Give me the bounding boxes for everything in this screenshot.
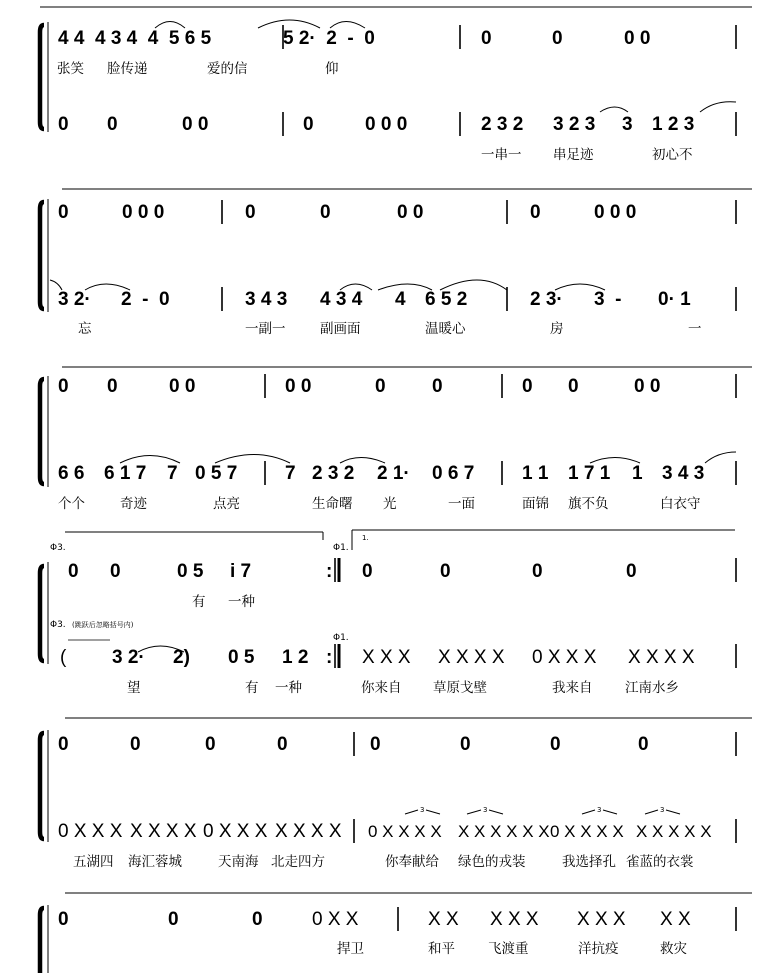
measure-notes: 0 bbox=[362, 561, 373, 582]
measure-notes: ( bbox=[60, 647, 67, 668]
measure-notes: X X X bbox=[577, 909, 626, 930]
measure-notes: 0 X X X bbox=[203, 821, 268, 842]
measure-notes: 4 bbox=[395, 289, 406, 310]
measure-notes: 3 - bbox=[594, 289, 622, 310]
system-1 bbox=[40, 7, 752, 163]
measure-notes: 0 bbox=[530, 202, 541, 223]
measure-notes: 4 4 4 3 4 4 5 6 5 bbox=[58, 28, 212, 49]
measure-notes: 0 5 7 bbox=[195, 463, 238, 484]
measure-notes: 0 bbox=[370, 734, 381, 755]
measure-notes: 0 bbox=[568, 376, 579, 397]
measure-notes: 0 0 0 bbox=[365, 114, 408, 135]
measure-notes: 0 bbox=[626, 561, 637, 582]
measure-notes: 0 bbox=[522, 376, 533, 397]
lyric: 你来自 bbox=[361, 680, 402, 696]
lyric: 和平 bbox=[428, 941, 455, 957]
lyric: 爱的信 bbox=[207, 61, 248, 77]
measure-notes: 0 0 0 bbox=[594, 202, 637, 223]
lyric: 旗不负 bbox=[568, 496, 609, 512]
measure-notes: 0 X X X X bbox=[368, 822, 442, 841]
lyric: 白衣守 bbox=[660, 496, 701, 512]
measure-notes: X X X X bbox=[130, 821, 197, 842]
measure-notes: 0 bbox=[58, 376, 69, 397]
measure-notes: 2 - 0 bbox=[121, 289, 170, 310]
measure-notes: 0 bbox=[107, 376, 118, 397]
lyric: 脸传递 bbox=[107, 61, 148, 77]
lyric: 北走四方 bbox=[271, 854, 325, 870]
measure-notes: 0 X X bbox=[312, 909, 359, 930]
measure-notes: 3 bbox=[622, 114, 633, 135]
measure-notes: 1 2 3 bbox=[652, 114, 695, 135]
lyric: 个个 bbox=[58, 496, 85, 512]
measure-notes: 0 5 bbox=[177, 561, 204, 582]
measure-notes: X X bbox=[428, 909, 459, 930]
measure-notes: 4 3 4 bbox=[320, 289, 363, 310]
measure-notes: 0 0 bbox=[397, 202, 424, 223]
measure-notes: 0 0 bbox=[634, 376, 661, 397]
measure-notes: 2 1· bbox=[377, 463, 410, 484]
measure-notes: 0 bbox=[320, 202, 331, 223]
measure-notes: X X X X X X bbox=[458, 822, 550, 841]
measure-notes: 0 bbox=[277, 734, 288, 755]
measure-notes: X X X X X bbox=[636, 822, 712, 841]
measure-notes: 0 bbox=[205, 734, 216, 755]
measure-notes: 2) bbox=[173, 647, 190, 668]
lyric: 江南水乡 bbox=[625, 680, 679, 696]
lyric: 生命曙 bbox=[312, 496, 353, 512]
measure-notes: 0 5 bbox=[228, 647, 255, 668]
svg-text:3: 3 bbox=[660, 806, 665, 814]
lyric: 海汇蓉城 bbox=[128, 854, 182, 870]
lyric: 飞渡重 bbox=[488, 941, 529, 957]
coda-mark: Φ3. bbox=[50, 543, 66, 553]
measure-notes: 5 2· 2 - 0 bbox=[283, 28, 375, 49]
lyric: 一种 bbox=[228, 594, 255, 610]
svg-text:3: 3 bbox=[597, 806, 602, 814]
measure-notes: 0 bbox=[168, 909, 179, 930]
measure-notes: 1 bbox=[632, 463, 643, 484]
lyric: 房 bbox=[550, 321, 564, 337]
measure-notes: 0 bbox=[107, 114, 118, 135]
measure-notes: 1 2 bbox=[282, 647, 309, 668]
measure-notes: 0 bbox=[58, 114, 69, 135]
lyric: 望 bbox=[127, 680, 141, 696]
measure-notes: X X X X bbox=[438, 647, 505, 668]
lyric: 救灾 bbox=[660, 941, 687, 957]
measure-notes: 0 0 bbox=[182, 114, 209, 135]
measure-notes: 0 0 bbox=[624, 28, 651, 49]
measure-notes: 0 bbox=[68, 561, 79, 582]
lyric: 光 bbox=[383, 496, 397, 512]
measure-notes: 0 bbox=[303, 114, 314, 135]
lyric: 我来自 bbox=[552, 680, 593, 696]
system-2 bbox=[40, 189, 752, 337]
measure-notes: X X X bbox=[490, 909, 539, 930]
lyric: 有 bbox=[245, 680, 259, 696]
measure-notes: 1 7 1 bbox=[568, 463, 611, 484]
coda-mark: Φ1. bbox=[333, 633, 349, 643]
lyric: 初心不 bbox=[652, 147, 693, 163]
measure-notes: 7 bbox=[285, 463, 296, 484]
measure-notes: 0 bbox=[460, 734, 471, 755]
measure-notes: 6 1 7 bbox=[104, 463, 147, 484]
measure-notes: 0 bbox=[481, 28, 492, 49]
lyric: 一串一 bbox=[481, 147, 522, 163]
measure-notes: 6 6 bbox=[58, 463, 85, 484]
triplet-marks bbox=[405, 806, 680, 814]
lyric: 五湖四 bbox=[73, 854, 114, 870]
measure-notes: 0 bbox=[58, 909, 69, 930]
volta-label: 1. bbox=[362, 534, 369, 542]
measure-notes: 3 2· bbox=[58, 289, 91, 310]
coda-mark: Φ3. bbox=[50, 620, 66, 630]
lyric: 副画面 bbox=[320, 321, 361, 337]
measure-notes: 1 1 bbox=[522, 463, 549, 484]
lyric: 我选择孔 bbox=[562, 854, 616, 870]
lyric: 奇迹 bbox=[120, 496, 147, 512]
measure-notes: 0 bbox=[532, 561, 543, 582]
measure-notes: 0 bbox=[110, 561, 121, 582]
measure-notes: i 7 bbox=[230, 561, 252, 582]
measure-notes: 0 bbox=[440, 561, 451, 582]
measure-notes: 2 3 2 bbox=[481, 114, 524, 135]
measure-notes: 0 X X X bbox=[532, 647, 597, 668]
svg-text:3: 3 bbox=[483, 806, 488, 814]
measure-notes: X X X X bbox=[628, 647, 695, 668]
measure-notes: 0 bbox=[375, 376, 386, 397]
system-bracket bbox=[40, 25, 44, 129]
measure-notes: 2 3 2 bbox=[312, 463, 355, 484]
measure-notes: 0 bbox=[58, 734, 69, 755]
lyric: 一面 bbox=[448, 496, 475, 512]
lyric: 一副一 bbox=[245, 321, 286, 337]
measure-notes: 0 bbox=[550, 734, 561, 755]
lyric: 你奉献给 bbox=[385, 854, 439, 870]
lyric: 捍卫 bbox=[337, 941, 364, 957]
measure-notes: 7 bbox=[167, 463, 178, 484]
coda-mark: Φ1. bbox=[333, 543, 349, 553]
measure-notes: 6 5 2 bbox=[425, 289, 468, 310]
measure-notes: 3 2· bbox=[112, 647, 145, 668]
system-5 bbox=[40, 718, 752, 870]
measure-notes: 0· 1 bbox=[658, 289, 691, 310]
measure-notes: 0 0 0 bbox=[122, 202, 165, 223]
lyric: 温暖心 bbox=[425, 321, 466, 337]
lyric: 天南海 bbox=[218, 854, 259, 870]
lyric: 仰 bbox=[325, 61, 339, 77]
measure-notes: 0 bbox=[252, 909, 263, 930]
measure-notes: X X bbox=[660, 909, 691, 930]
measure-notes: 0 bbox=[245, 202, 256, 223]
measure-notes: 0 0 bbox=[285, 376, 312, 397]
measure-notes: 0 bbox=[638, 734, 649, 755]
lyric: 点亮 bbox=[213, 496, 240, 512]
lyric: 张笑 bbox=[57, 61, 84, 77]
svg-text:3: 3 bbox=[420, 806, 425, 814]
measure-notes: 3 4 3 bbox=[662, 463, 705, 484]
measure-notes: 0 bbox=[58, 202, 69, 223]
coda-instruction: (跳跃后忽略括号内) bbox=[72, 621, 134, 629]
lyric: 一 bbox=[688, 321, 702, 337]
measure-notes: 0 0 bbox=[169, 376, 196, 397]
lyric: 忘 bbox=[78, 321, 92, 337]
system-4 bbox=[40, 530, 736, 696]
system-3 bbox=[40, 367, 752, 512]
lyric: 一种 bbox=[275, 680, 302, 696]
measure-notes: X X X X bbox=[275, 821, 342, 842]
repeat-sign: : bbox=[326, 561, 333, 582]
measure-notes: 0 X X X X bbox=[550, 822, 624, 841]
measure-notes: 0 bbox=[552, 28, 563, 49]
system-6 bbox=[40, 893, 752, 973]
lyric: 绿色的戎装 bbox=[458, 854, 526, 870]
lyric: 雀蓝的衣裳 bbox=[626, 854, 694, 870]
measure-notes: 0 bbox=[432, 376, 443, 397]
lyric: 串足迹 bbox=[553, 147, 594, 163]
lyric: 有 bbox=[192, 594, 206, 610]
measure-notes: 2 3· bbox=[530, 289, 563, 310]
repeat-sign: : bbox=[326, 647, 333, 668]
lyric: 面锦 bbox=[522, 496, 549, 512]
measure-notes: 0 bbox=[130, 734, 141, 755]
measure-notes: 0 X X X bbox=[58, 821, 123, 842]
lyric: 洋抗疫 bbox=[578, 941, 619, 957]
lyric: 草原戈壁 bbox=[433, 680, 487, 696]
measure-notes: 0 6 7 bbox=[432, 463, 475, 484]
measure-notes: 3 4 3 bbox=[245, 289, 288, 310]
measure-notes: 3 2 3 bbox=[553, 114, 596, 135]
measure-notes: X X X bbox=[362, 647, 411, 668]
